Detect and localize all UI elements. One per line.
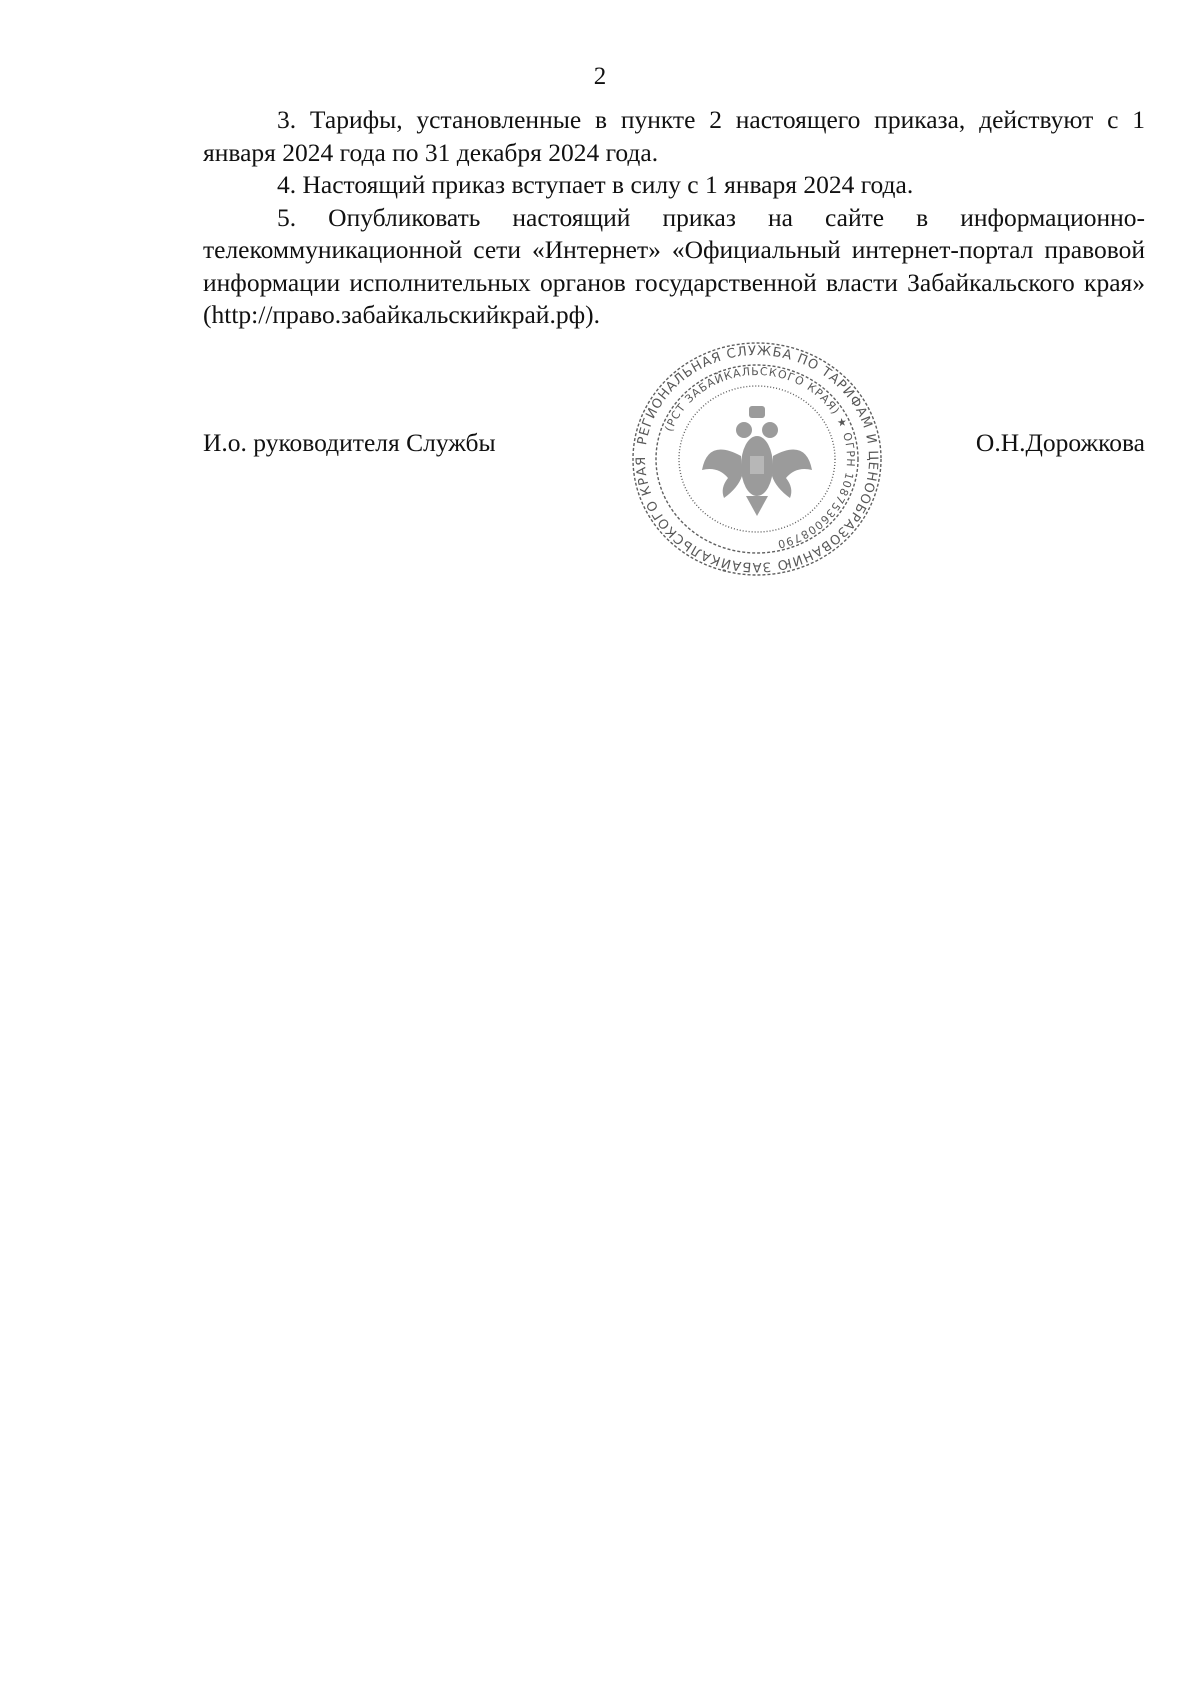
signatory-title: И.о. руководителя Службы (203, 428, 496, 457)
seal-inner-text: (РСТ ЗАБАЙКАЛЬСКОГО КРАЯ) ★ ОГРН 1087536008790 (662, 364, 858, 551)
paragraph-5: 5. Опубликовать настоящий приказ на сайте в информационно-телекоммуникационной сети «Интернет» «Официальный интернет-портал правовой информации исполнительных органов государственной власти Забайкальского края» (http://право.забайкальскийкрай.рф). (203, 202, 1145, 329)
paragraph-3: 3. Тарифы, установленные в пункте 2 настоящего приказа, действуют с 1 января 2024 года по 31 декабря 2024 года. (203, 105, 1145, 167)
official-seal-stamp (628, 338, 886, 580)
seal-outer-text: РЕГИОНАЛЬНАЯ СЛУЖБА ПО ТАРИФАМ И ЦЕНООБРАЗОВАНИЮ ЗАБАЙКАЛЬСКОГО КРАЯ (633, 343, 881, 575)
paragraph-4: 4. Настоящий приказ вступает в силу с 1 января 2024 года. (277, 170, 914, 199)
seal-icon (628, 338, 886, 580)
eagle-emblem-icon (702, 406, 812, 516)
page-number: 2 (593, 63, 607, 90)
document-body (203, 104, 1145, 332)
signatory-name: О.Н.Дорожкова (975, 428, 1145, 457)
